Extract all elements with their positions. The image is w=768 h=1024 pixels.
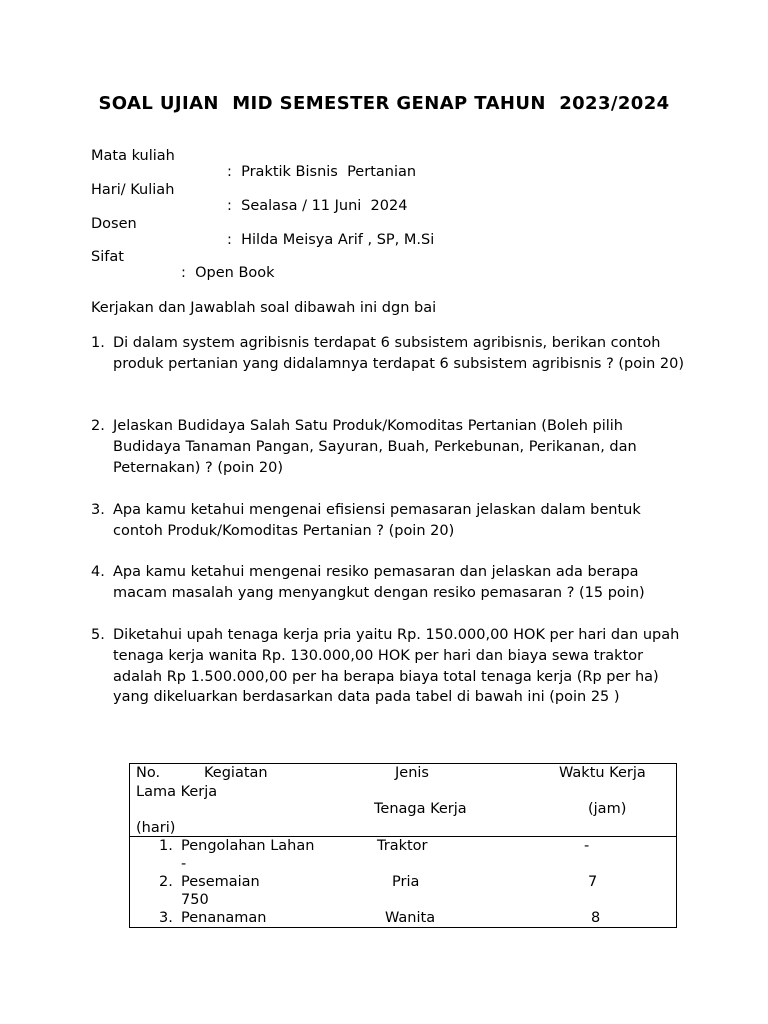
info-label: Mata kuliah [91, 148, 175, 164]
row-waktu: - [584, 838, 590, 854]
question-number: 5. [91, 627, 105, 643]
question-2 [91, 416, 691, 478]
row-lama: - [181, 856, 187, 872]
header-lama-kerja: Lama Kerja [136, 784, 218, 800]
page-title: SOAL UJIAN MID SEMESTER GENAP TAHUN 2023/2024 [98, 93, 670, 114]
row-jenis: Pria [392, 874, 420, 890]
question-number: 3. [91, 502, 105, 518]
row-no: 3. [159, 910, 173, 926]
question-text: Diketahui upah tenaga kerja pria yaitu Rp. 150.000,00 HOK per hari dan upah tenaga kerja wanita Rp. 130.000,00 HOK per hari dan biaya sewa traktor adalah Rp 1.500.000,00 per ha berapa biaya total tenaga kerja (Rp per ha) yang dikeluarkan berdasarkan data pada tabel di bawah ini (poin 25 ) [113, 627, 680, 706]
header-jenis: Jenis [395, 765, 429, 781]
info-value: : Sealasa / 11 Juni 2024 [227, 198, 408, 214]
header-kegiatan: Kegiatan [204, 765, 268, 781]
info-value: : Praktik Bisnis Pertanian [227, 164, 417, 180]
question-1 [91, 333, 691, 375]
question-text: Di dalam system agribisnis terdapat 6 subsistem agribisnis, berikan contoh produk pertanian yang didalamnya terdapat 6 subsistem agribisnis ? (poin 20) [113, 335, 685, 372]
question-number: 1. [91, 335, 105, 351]
info-label: Hari/ Kuliah [91, 182, 175, 198]
row-kegiatan: Penanaman [181, 910, 267, 926]
question-number: 4. [91, 564, 105, 580]
question-number: 2. [91, 418, 105, 434]
question-text: Apa kamu ketahui mengenai efisiensi pemasaran jelaskan dalam bentuk contoh Produk/Komoditas Pertanian ? (poin 20) [113, 502, 641, 539]
info-row-sifat [91, 233, 275, 281]
row-kegiatan: Pengolahan Lahan [181, 838, 315, 854]
header-jam: (jam) [588, 801, 627, 817]
row-jenis: Wanita [385, 910, 436, 926]
question-text: Jelaskan Budidaya Salah Satu Produk/Komoditas Pertanian (Boleh pilih Budidaya Tanaman Pangan, Sayuran, Buah, Perkebunan, Perikanan, dan Peternakan) ? (poin 20) [113, 418, 637, 476]
question-5 [91, 625, 691, 708]
row-kegiatan: Pesemaian [181, 874, 260, 890]
row-waktu: 7 [588, 874, 598, 890]
row-no: 2. [159, 874, 173, 890]
row-waktu: 8 [591, 910, 601, 926]
header-no: No. [136, 765, 161, 781]
instructions: Kerjakan dan Jawablah soal dibawah ini dgn bai [91, 300, 437, 316]
info-value: : Hilda Meisya Arif , SP, M.Si [227, 232, 435, 248]
row-lama: 750 [181, 892, 209, 908]
info-label: Sifat [91, 249, 124, 265]
row-no: 1. [159, 838, 173, 854]
header-tenaga-kerja: Tenaga Kerja [374, 801, 467, 817]
header-waktu-kerja: Waktu Kerja [559, 765, 646, 781]
info-value: : Open Book [181, 265, 275, 281]
labor-table [129, 763, 677, 928]
row-jenis: Traktor [377, 838, 428, 854]
question-text: Apa kamu ketahui mengenai resiko pemasaran dan jelaskan ada berapa macam masalah yang menyangkut dengan resiko pemasaran ? (15 poin) [113, 564, 645, 601]
header-hari: (hari) [136, 820, 176, 836]
info-label: Dosen [91, 216, 137, 232]
question-3 [91, 500, 691, 542]
question-4 [91, 562, 691, 604]
